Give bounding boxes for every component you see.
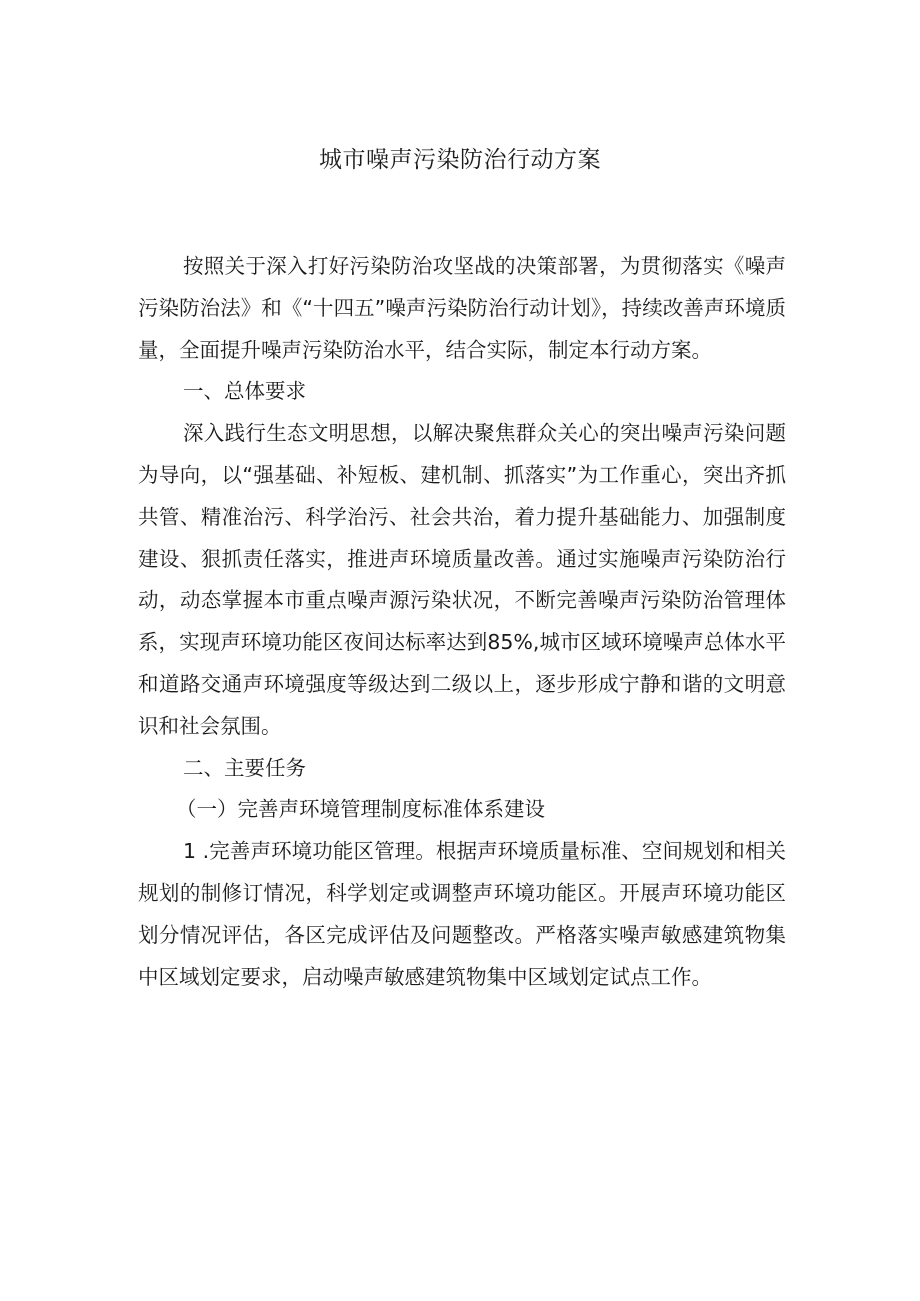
subsection-heading-standards-system: （一）完善声环境管理制度标准体系建设: [176, 797, 545, 822]
document-body: [138, 246, 786, 998]
section-heading-main-tasks: 二、主要任务: [183, 755, 306, 780]
document-title: 城市噪声污染防治行动方案: [319, 147, 601, 173]
general-requirements-paragraph: 深入践行生态文明思想，以解决聚焦群众关心的突出噪声污染问题为导向，以“强基础、补短板、建机制、抓落实”为工作重心，突出齐抓共管、精准治污、科学治污、社会共治，着力提升基础能力、加强制度建设、狠抓责任落实，推进声环境质量改善。通过实施噪声污染防治行动，动态掌握本市重点噪声源污染状况，不断完善噪声污染防治管理体系，实现声环境功能区夜间达标率达到85%,城市区域环境噪声总体水平和道路交通声环境强度等级达到二级以上，逐步形成宁静和谐的文明意识和社会氛围。: [138, 421, 786, 738]
task-item-1-paragraph: 1 .完善声环境功能区管理。根据声环境质量标准、空间规划和相关规划的制修订情况，科学划定或调整声环境功能区。开展声环境功能区划分情况评估，各区完成评估及问题整改。严格落实噪声敏感建筑物集中区域划定要求，启动噪声敏感建筑物集中区域划定试点工作。: [138, 839, 786, 989]
intro-paragraph: 按照关于深入打好污染防治攻坚战的决策部署，为贯彻落实《噪声污染防治法》和《“十四五”噪声污染防治行动计划》，持续改善声环境质量，全面提升噪声污染防治水平，结合实际，制定本行动方案。: [138, 254, 786, 362]
section-heading-general-requirements: 一、总体要求: [183, 379, 306, 404]
